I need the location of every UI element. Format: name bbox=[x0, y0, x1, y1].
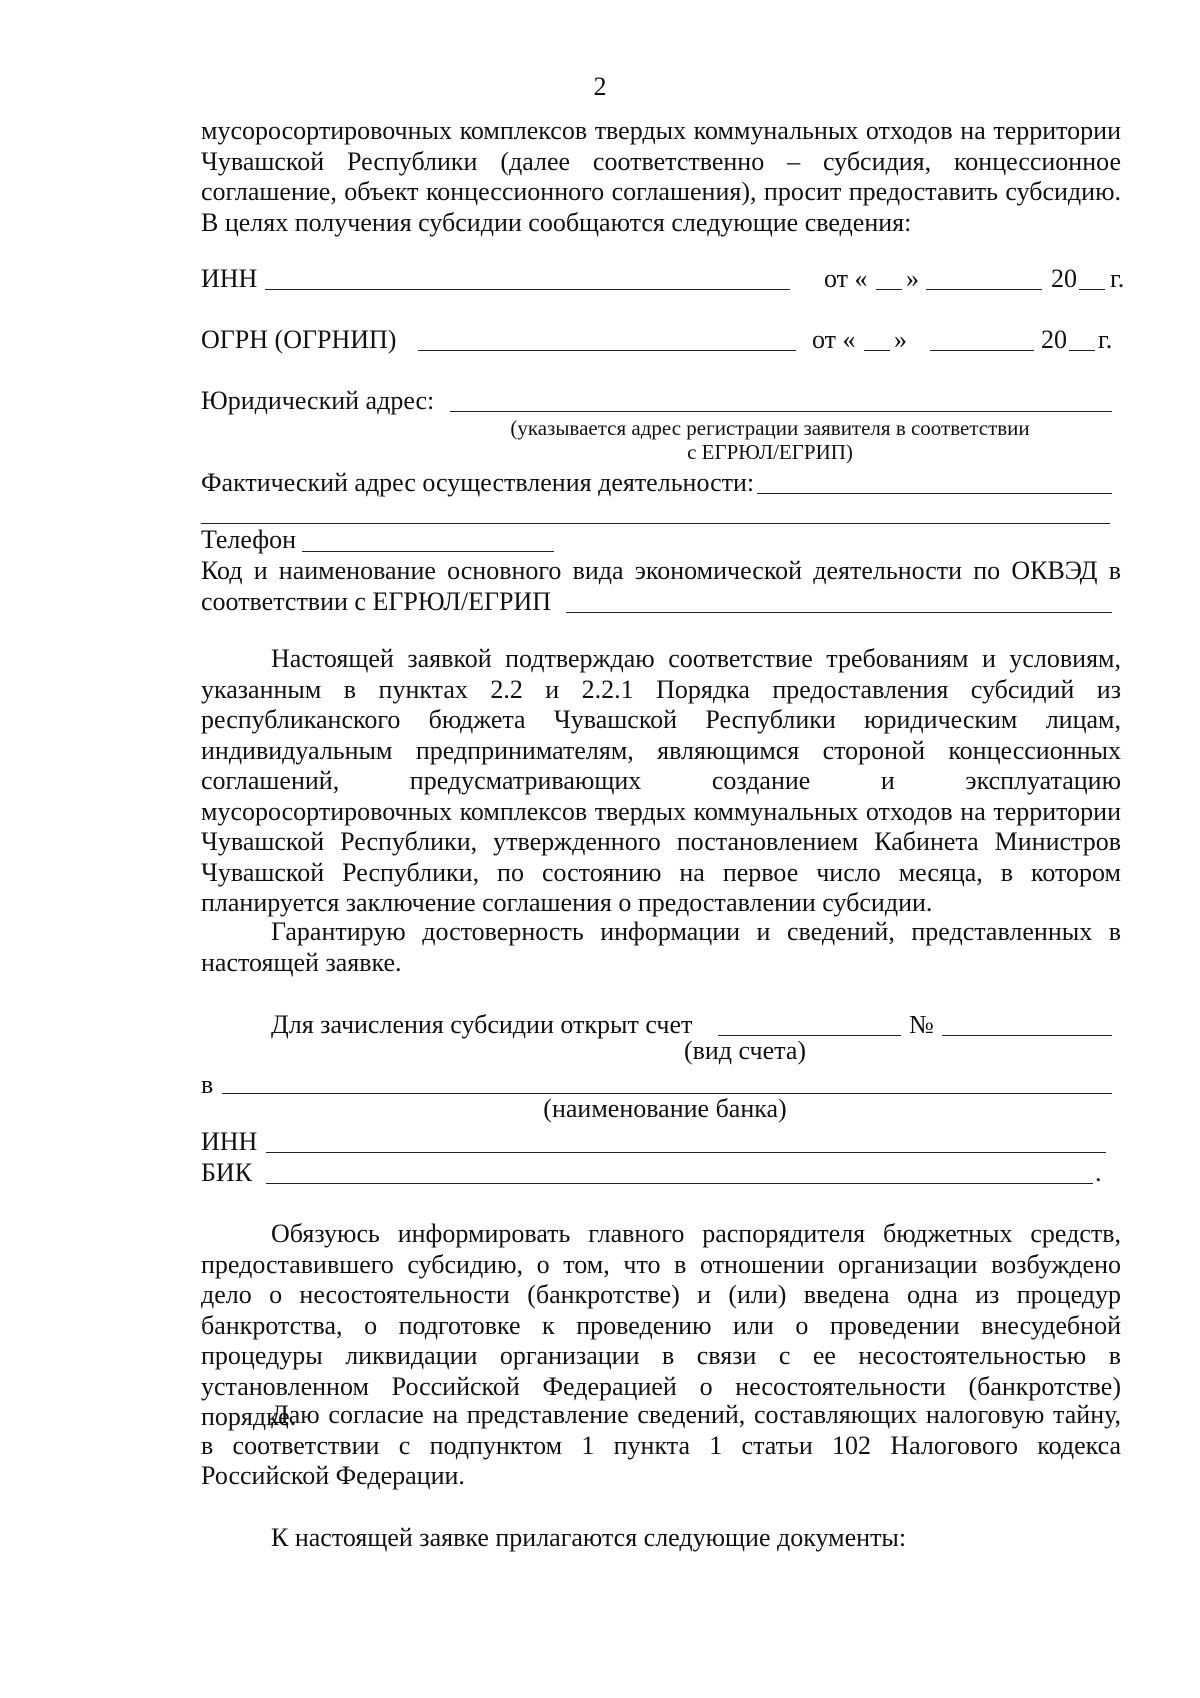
bik-end-dot: . bbox=[1095, 1158, 1102, 1187]
ogrn-date-close: » bbox=[894, 325, 907, 354]
ogrn-field-line[interactable] bbox=[418, 350, 796, 351]
bank-bik-field-line[interactable] bbox=[266, 1183, 1093, 1184]
ogrn-year-line[interactable] bbox=[1069, 350, 1095, 351]
okved-field-line[interactable] bbox=[566, 612, 1112, 613]
ogrn-month-line[interactable] bbox=[930, 350, 1034, 351]
actual-address-label: Фактический адрес осуществления деятельности: bbox=[201, 468, 755, 497]
bank-inn-label: ИНН bbox=[201, 1127, 258, 1156]
account-number-sign: № bbox=[909, 1010, 934, 1039]
phone-label: Телефон bbox=[201, 525, 297, 554]
account-number-field-line[interactable] bbox=[942, 1035, 1112, 1036]
bank-name-caption: (наименование банка) bbox=[543, 1094, 787, 1123]
okved-line-2: соответствии с ЕГРЮЛ/ЕГРИП bbox=[201, 587, 552, 616]
phone-field-line[interactable] bbox=[302, 551, 554, 552]
inn-label: ИНН bbox=[201, 264, 258, 293]
bank-bik-label: БИК bbox=[201, 1158, 253, 1187]
account-label: Для зачисления субсидии открыт счет bbox=[271, 1010, 693, 1039]
legal-address-caption-2: с ЕГРЮЛ/ЕГРИП) bbox=[687, 440, 853, 464]
confirmation-paragraph: Настоящей заявкой подтверждаю соответствие требованиям и условиям, указанным в пунктах 2.2 и 2.2.1 Порядка предоставления субсидий из республиканского бюджета Чувашской Республики юридическим лицам, индивидуальным предпринимателям, являющимся стороной концессионных соглашений, предусматривающих создание и эксплуатацию мусоросортировочных комплексов твердых коммунальных отходов на территории Чувашской Республики, утвержденного постановлением Кабинета Министров Чувашской Республики, по состоянию на первое число месяца, в котором планируется заключение соглашения о предоставлении субсидии. bbox=[201, 644, 1121, 917]
inn-date-close: » bbox=[906, 264, 919, 293]
bank-inn-field-line[interactable] bbox=[266, 1152, 1106, 1153]
legal-address-field-line[interactable] bbox=[450, 411, 1112, 412]
ogrn-date-open: от « bbox=[812, 325, 856, 354]
intro-paragraph: мусоросортировочных комплексов твердых коммунальных отходов на территории Чувашской Республики (далее соответственно – субсидия, концессионное соглашение, объект концессионного соглашения), просит предоставить субсидию. В целях получения субсидии сообщаются следующие сведения: bbox=[201, 116, 1121, 237]
consent-paragraph: Даю согласие на представление сведений, составляющих налоговую тайну, в соответствии с подпунктом 1 пункта 1 статьи 102 Налогового кодекса Российской Федерации. bbox=[201, 1400, 1121, 1490]
bank-in-label: в bbox=[201, 1070, 214, 1099]
actual-address-field-line[interactable] bbox=[757, 493, 1112, 494]
inn-year-prefix: 20 bbox=[1051, 264, 1077, 293]
page-number: 2 bbox=[593, 72, 607, 101]
actual-address-field-line-2[interactable] bbox=[201, 523, 1110, 524]
ogrn-year-suffix: г. bbox=[1098, 325, 1113, 354]
legal-address-label: Юридический адрес: bbox=[201, 386, 435, 415]
ogrn-year-prefix: 20 bbox=[1041, 325, 1067, 354]
okved-line-1: Код и наименование основного вида экономической деятельности по ОКВЭД в bbox=[201, 556, 1121, 585]
inn-month-line[interactable] bbox=[926, 289, 1042, 290]
inn-date-open: от « bbox=[824, 264, 868, 293]
inn-day-line[interactable] bbox=[876, 289, 902, 290]
account-type-caption: (вид счета) bbox=[683, 1036, 807, 1065]
guarantee-paragraph: Гарантирую достоверность информации и сведений, представленных в настоящей заявке. bbox=[201, 917, 1121, 977]
inn-year-suffix: г. bbox=[1110, 264, 1125, 293]
legal-address-caption-1: (указывается адрес регистрации заявителя в соответствии bbox=[510, 416, 1030, 440]
inn-field-line[interactable] bbox=[265, 289, 790, 290]
inn-year-line[interactable] bbox=[1079, 289, 1105, 290]
ogrn-day-line[interactable] bbox=[864, 350, 890, 351]
attachments-line: К настоящей заявке прилагаются следующие документы: bbox=[271, 1523, 907, 1552]
obligation-paragraph: Обязуюсь информировать главного распорядителя бюджетных средств, предоставившего субсидию, о том, что в отношении организации возбуждено дело о несостоятельности (банкротстве) и (или) введена одна из процедур банкротства, о подготовке к проведению или о проведении внесудебной процедуры ликвидации организации в связи с ее несостоятельностью в установленном Российской Федерацией о несостоятельности (банкротстве) порядке. bbox=[201, 1219, 1121, 1431]
ogrn-label: ОГРН (ОГРНИП) bbox=[201, 325, 397, 354]
